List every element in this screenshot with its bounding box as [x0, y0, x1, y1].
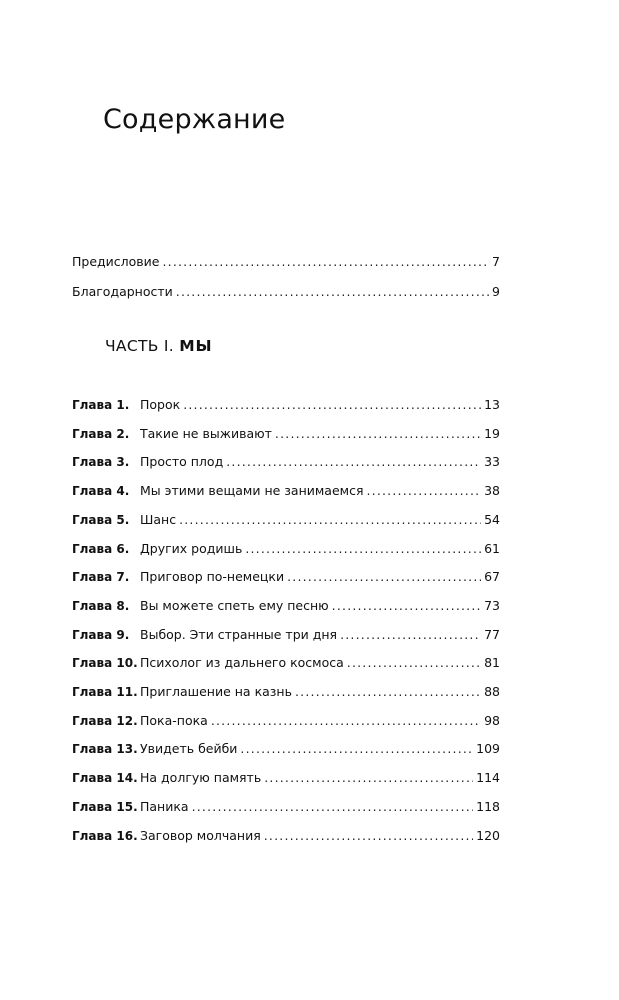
chapter-title: Психолог из дальнего космоса [140, 655, 344, 671]
chapter-label: Глава 15. [72, 799, 138, 814]
toc-chapter-entry [72, 741, 500, 757]
chapter-title: Заговор молчания [140, 827, 261, 843]
chapter-page: 73 [484, 597, 500, 613]
toc-chapter-entry [72, 828, 500, 844]
chapter-title: Приглашение на казнь [140, 684, 292, 699]
chapter-title: Выбор. Эти странные три дня [140, 626, 338, 642]
toc-chapter-entry [72, 426, 500, 442]
dot-leader [347, 655, 481, 671]
toc-chapter-entry [72, 512, 500, 528]
chapter-label: Глава 13. [72, 742, 138, 757]
dot-leader [226, 454, 481, 470]
toc-chapter-entry [72, 598, 500, 614]
dot-leader [295, 684, 481, 700]
chapter-page: 61 [484, 540, 500, 556]
chapter-page: 13 [484, 397, 500, 412]
chapter-label: Глава 14. [72, 771, 138, 786]
toc-chapter-entry [72, 770, 500, 786]
toc-chapter-entry [72, 397, 500, 413]
toc-chapter-entry [72, 454, 500, 470]
toc-chapter-entry [72, 713, 500, 729]
toc-entry-acknowledgements [72, 284, 500, 300]
dot-leader [211, 713, 481, 729]
chapter-label: Глава 12. [72, 713, 138, 728]
dot-leader [245, 541, 481, 557]
page-title: Содержание [103, 104, 286, 135]
dot-leader [366, 483, 481, 499]
toc-chapter-entry [72, 541, 500, 557]
chapter-title: Просто плод [140, 454, 224, 470]
toc-chapter-entry [72, 483, 500, 499]
chapter-page: 38 [484, 483, 500, 499]
toc-chapter-entry [72, 799, 500, 815]
toc-entry-preface [72, 254, 500, 270]
toc-entry-page: 7 [492, 254, 500, 269]
toc-entry-page: 9 [492, 284, 500, 299]
chapter-label: Глава 5. [72, 512, 130, 527]
chapter-label: Глава 10. [72, 656, 138, 671]
dot-leader [264, 770, 473, 786]
chapter-page: 109 [476, 741, 500, 757]
dot-leader [264, 828, 473, 844]
chapter-title: Пока-пока [140, 712, 208, 728]
chapter-title: Мы этими вещами не занимаемся [140, 483, 364, 499]
toc-entry-title: Благодарности [72, 284, 173, 299]
chapter-label: Глава 1. [72, 398, 130, 412]
chapter-page: 114 [476, 770, 500, 786]
chapter-label: Глава 8. [72, 598, 130, 613]
chapter-label: Глава 2. [72, 426, 130, 441]
chapter-page: 77 [484, 626, 500, 642]
chapter-label: Глава 16. [72, 828, 138, 843]
toc-chapter-entry [72, 684, 500, 700]
dot-leader [162, 254, 489, 270]
chapter-title: Других родишь [140, 540, 243, 556]
chapter-page: 67 [484, 569, 500, 585]
chapter-title: Такие не выживают [140, 425, 272, 441]
part-heading [105, 337, 212, 355]
dot-leader [240, 741, 473, 757]
chapter-page: 118 [476, 798, 500, 814]
chapter-page: 98 [484, 712, 500, 728]
toc-chapter-entry [72, 627, 500, 643]
chapter-page: 19 [484, 425, 500, 441]
dot-leader [183, 397, 481, 413]
part-name: МЫ [179, 337, 213, 355]
chapter-title: Шанс [140, 511, 177, 527]
dot-leader [340, 627, 481, 643]
chapter-title: Паника [140, 798, 189, 814]
dot-leader [179, 512, 481, 528]
chapter-page: 33 [484, 454, 500, 470]
toc-chapter-entry [72, 655, 500, 671]
toc-entry-title: Предисловие [72, 254, 160, 269]
chapter-label: Глава 3. [72, 455, 130, 470]
chapter-page: 120 [476, 827, 500, 843]
dot-leader [275, 426, 481, 442]
chapter-page: 88 [484, 684, 500, 699]
chapter-title: Вы можете спеть ему песню [140, 597, 329, 613]
dot-leader [332, 598, 481, 614]
chapter-label: Глава 6. [72, 541, 130, 556]
dot-leader [176, 284, 489, 300]
chapter-page: 81 [484, 655, 500, 671]
chapter-label: Глава 4. [72, 484, 130, 499]
chapter-label: Глава 11. [72, 685, 138, 699]
dot-leader [287, 569, 481, 585]
chapter-title: Увидеть бейби [140, 741, 238, 757]
chapter-title: Порок [140, 397, 181, 412]
chapter-title: На долгую память [140, 770, 262, 786]
part-prefix: ЧАСТЬ I. [105, 337, 174, 355]
toc-chapter-entry [72, 569, 500, 585]
dot-leader [192, 799, 474, 815]
chapter-label: Глава 9. [72, 627, 130, 642]
chapter-title: Приговор по-немецки [140, 569, 285, 585]
chapter-label: Глава 7. [72, 570, 130, 585]
chapter-page: 54 [484, 511, 500, 527]
